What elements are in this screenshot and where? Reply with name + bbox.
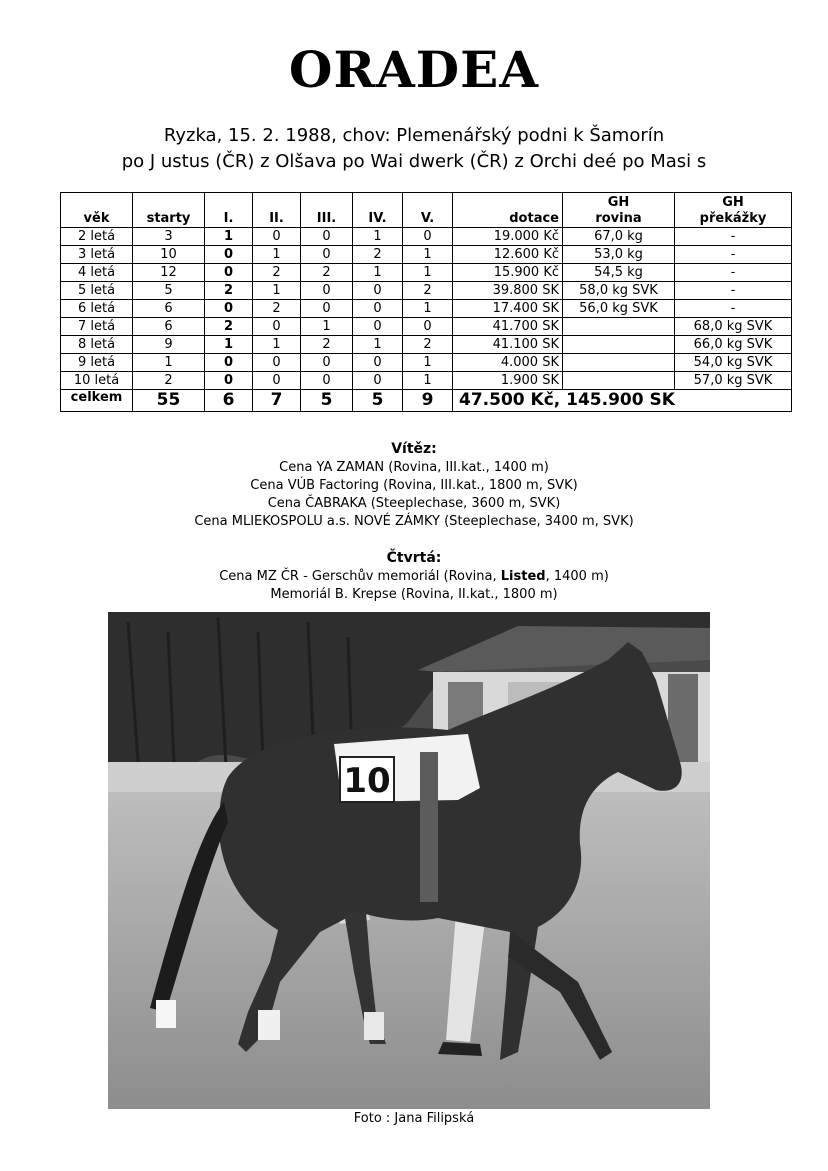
cell-first-places: 0: [205, 372, 253, 390]
table-row: [61, 354, 792, 372]
table-header-row: [61, 193, 792, 228]
cell-fourth-places: 0: [353, 354, 403, 372]
cell-third-places: 0: [301, 372, 353, 390]
cell-gh-flat: 67,0 kg: [563, 228, 675, 246]
cell-first-places: 0: [205, 300, 253, 318]
cell-prize: 41.700 SK: [453, 318, 563, 336]
winner-heading: Vítěz:: [391, 441, 437, 457]
cell-prize: 39.800 SK: [453, 282, 563, 300]
table-row: [61, 228, 792, 246]
cell-prize: 19.000 Kč: [453, 228, 563, 246]
cell-fourth-places: 1: [353, 336, 403, 354]
cell-fourth-places: 1: [353, 228, 403, 246]
cell-prize: 1.900 SK: [453, 372, 563, 390]
fourth-heading: Čtvrtá:: [386, 550, 442, 566]
cell-starts: 10: [133, 246, 205, 264]
table-row: [61, 318, 792, 336]
cell-prize: 4.000 SK: [453, 354, 563, 372]
col-header-age: věk: [61, 193, 133, 228]
cell-fifth-places: 0: [403, 228, 453, 246]
cell-third-places: 0: [301, 246, 353, 264]
winner-section: [0, 439, 828, 531]
cell-third-places: 2: [301, 336, 353, 354]
breeding-info: Ryzka, 15. 2. 1988, chov: Plemenářský podni k Šamorín: [163, 125, 665, 146]
cell-starts: 9: [133, 336, 205, 354]
cell-gh-flat: 53,0 kg: [563, 246, 675, 264]
cell-starts: 6: [133, 318, 205, 336]
table-row: [61, 246, 792, 264]
total-label: celkem: [61, 390, 133, 412]
cell-prize: 17.400 SK: [453, 300, 563, 318]
fourth-race-2: Memoriál B. Krepse (Rovina, II.kat., 1800 m): [270, 587, 558, 602]
cell-prize: 15.900 Kč: [453, 264, 563, 282]
winner-race-3: Cena ČABRAKA (Steeplechase, 3600 m, SVK): [267, 496, 561, 511]
fourth-place-section: [0, 548, 828, 604]
total-fifth: 9: [403, 390, 453, 412]
cell-fourth-places: 0: [353, 300, 403, 318]
cell-starts: 6: [133, 300, 205, 318]
cell-second-places: 2: [253, 300, 301, 318]
cell-starts: 3: [133, 228, 205, 246]
cell-age: 9 letá: [61, 354, 133, 372]
total-row: [61, 390, 792, 412]
cell-gh-jump: -: [675, 282, 792, 300]
table-row: [61, 336, 792, 354]
col-header-third: III.: [301, 193, 353, 228]
cell-age: 6 letá: [61, 300, 133, 318]
fourth-race-1-text-end: , 1400 m): [545, 569, 609, 584]
cell-gh-jump: 66,0 kg SVK: [675, 336, 792, 354]
cell-second-places: 0: [253, 228, 301, 246]
cell-first-places: 0: [205, 354, 253, 372]
col-header-fifth: V.: [403, 193, 453, 228]
cell-gh-jump: -: [675, 300, 792, 318]
cell-fourth-places: 2: [353, 246, 403, 264]
pedigree-info: po J ustus (ČR) z Olšava po Wai dwerk (ČR) z Orchi deé po Masi s: [121, 151, 707, 172]
cell-first-places: 0: [205, 264, 253, 282]
cell-third-places: 0: [301, 282, 353, 300]
cell-third-places: 0: [301, 300, 353, 318]
cell-gh-flat: [563, 354, 675, 372]
winner-race-1: Cena YA ZAMAN (Rovina, III.kat., 1400 m): [279, 460, 549, 475]
winner-race-4: Cena MLIEKOSPOLU a.s. NOVÉ ZÁMKY (Steeplechase, 3400 m, SVK): [194, 514, 634, 529]
cell-second-places: 1: [253, 282, 301, 300]
total-prize: 47.500 Kč, 145.900 SK: [453, 390, 792, 412]
cell-third-places: 2: [301, 264, 353, 282]
table-row: [61, 300, 792, 318]
cell-gh-flat: [563, 372, 675, 390]
cell-gh-jump: -: [675, 264, 792, 282]
col-header-fourth: IV.: [353, 193, 403, 228]
cell-first-places: 0: [205, 246, 253, 264]
col-header-prize: dotace: [453, 193, 563, 228]
cell-first-places: 2: [205, 282, 253, 300]
cell-starts: 1: [133, 354, 205, 372]
cell-fifth-places: 1: [403, 372, 453, 390]
cell-first-places: 1: [205, 228, 253, 246]
photo-caption: Foto : Jana Filipská: [353, 1111, 475, 1126]
cell-fourth-places: 0: [353, 318, 403, 336]
cell-gh-jump: -: [675, 246, 792, 264]
cell-second-places: 0: [253, 372, 301, 390]
cell-gh-jump: 54,0 kg SVK: [675, 354, 792, 372]
cell-fifth-places: 1: [403, 264, 453, 282]
col-header-second: II.: [253, 193, 301, 228]
cell-fifth-places: 2: [403, 336, 453, 354]
cell-second-places: 2: [253, 264, 301, 282]
page-title: ORADEA: [288, 40, 540, 99]
cell-age: 4 letá: [61, 264, 133, 282]
cell-starts: 12: [133, 264, 205, 282]
table-row: [61, 372, 792, 390]
cell-third-places: 0: [301, 354, 353, 372]
horse-photo: [108, 612, 710, 1109]
cell-gh-flat: 54,5 kg: [563, 264, 675, 282]
cell-fifth-places: 2: [403, 282, 453, 300]
cell-starts: 2: [133, 372, 205, 390]
cell-second-places: 1: [253, 336, 301, 354]
total-fourth: 5: [353, 390, 403, 412]
cell-age: 5 letá: [61, 282, 133, 300]
cell-age: 10 letá: [61, 372, 133, 390]
cell-third-places: 0: [301, 228, 353, 246]
table-row: [61, 264, 792, 282]
cell-fifth-places: 0: [403, 318, 453, 336]
cell-fourth-places: 1: [353, 264, 403, 282]
cell-fifth-places: 1: [403, 300, 453, 318]
cell-gh-jump: 68,0 kg SVK: [675, 318, 792, 336]
cell-first-places: 2: [205, 318, 253, 336]
cell-age: 8 letá: [61, 336, 133, 354]
cell-gh-flat: 58,0 kg SVK: [563, 282, 675, 300]
cell-prize: 41.100 SK: [453, 336, 563, 354]
cell-gh-flat: 56,0 kg SVK: [563, 300, 675, 318]
cell-third-places: 1: [301, 318, 353, 336]
cell-second-places: 1: [253, 246, 301, 264]
cell-second-places: 0: [253, 318, 301, 336]
cell-second-places: 0: [253, 354, 301, 372]
cell-fifth-places: 1: [403, 354, 453, 372]
fourth-race-1-text: Cena MZ ČR - Gerschův memoriál (Rovina,: [219, 569, 501, 584]
cell-gh-jump: -: [675, 228, 792, 246]
listed-label: Listed: [500, 569, 546, 584]
total-first: 6: [205, 390, 253, 412]
col-header-gh-flat: GH rovina: [563, 193, 675, 228]
cell-gh-jump: 57,0 kg SVK: [675, 372, 792, 390]
cell-first-places: 1: [205, 336, 253, 354]
col-header-starts: starty: [133, 193, 205, 228]
winner-race-2: Cena VÚB Factoring (Rovina, III.kat., 1800 m, SVK): [250, 478, 578, 493]
cell-starts: 5: [133, 282, 205, 300]
race-record-table: [60, 192, 792, 412]
col-header-first: I.: [205, 193, 253, 228]
col-header-gh-jump: GH překážky: [675, 193, 792, 228]
total-second: 7: [253, 390, 301, 412]
table-row: [61, 282, 792, 300]
cell-prize: 12.600 Kč: [453, 246, 563, 264]
cell-age: 2 letá: [61, 228, 133, 246]
total-third: 5: [301, 390, 353, 412]
cell-fourth-places: 0: [353, 282, 403, 300]
cell-fifth-places: 1: [403, 246, 453, 264]
saddlecloth-number: 10: [343, 761, 391, 801]
total-starts: 55: [133, 390, 205, 412]
cell-age: 7 letá: [61, 318, 133, 336]
cell-gh-flat: [563, 318, 675, 336]
fourth-race-1: [0, 568, 828, 586]
cell-age: 3 letá: [61, 246, 133, 264]
cell-fourth-places: 0: [353, 372, 403, 390]
cell-gh-flat: [563, 336, 675, 354]
